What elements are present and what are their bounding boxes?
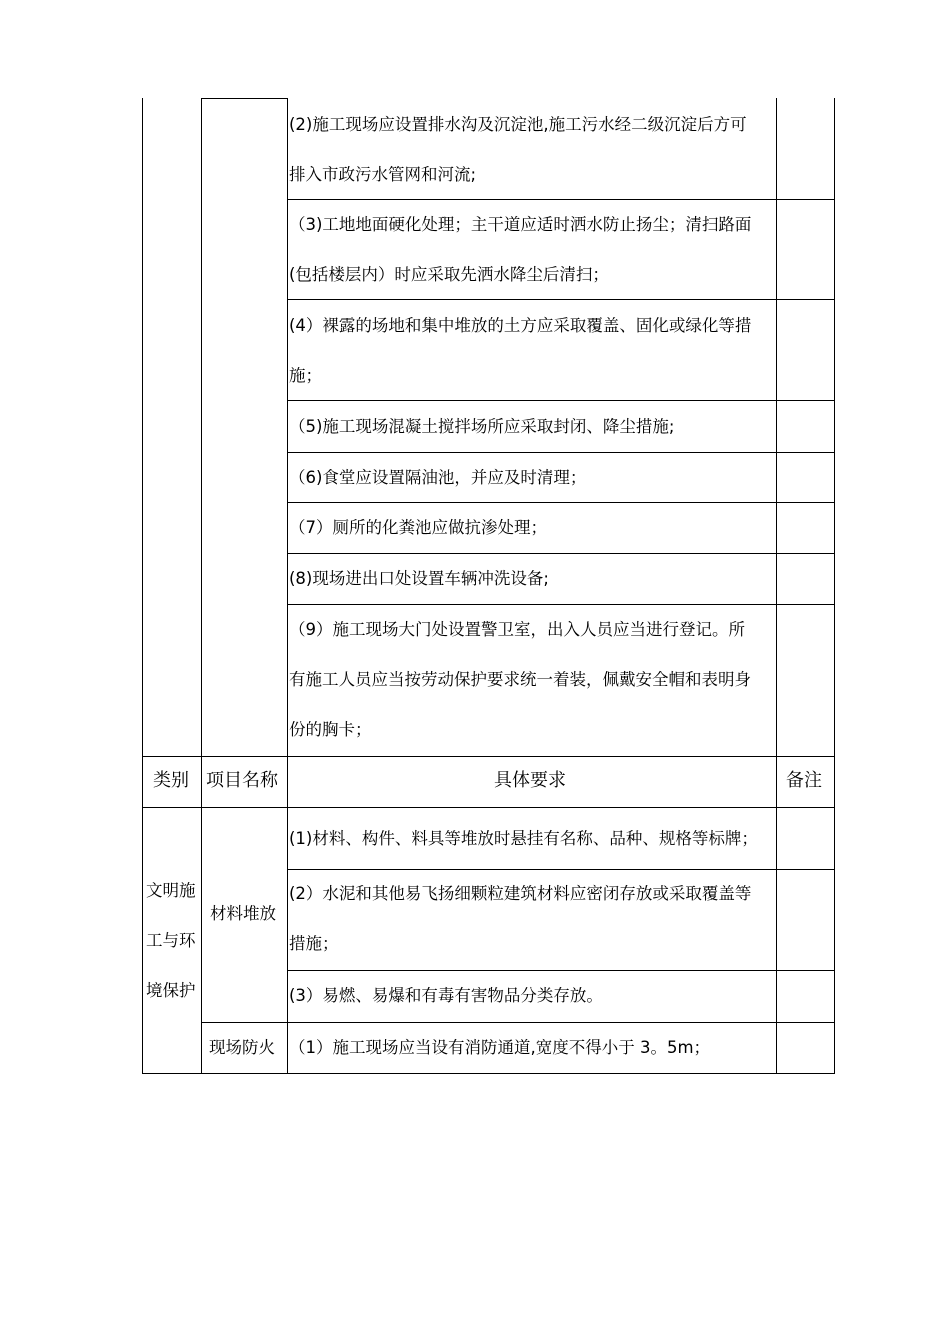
- category-line-1: 文明施: [146, 881, 196, 900]
- header-category: 类别: [153, 770, 189, 791]
- table-col-divider-3: [776, 98, 777, 1074]
- header-bottom-border: [142, 807, 835, 808]
- material-requirement-2-line-2: 措施；: [289, 934, 339, 953]
- requirement-3-line-2: (包括楼层内）时应采取先洒水降尘后清扫；: [289, 265, 609, 284]
- requirement-8: (8)现场进出口处设置车辆冲洗设备;: [289, 569, 549, 588]
- requirement-3-line-1: （3)工地地面硬化处理；主干道应适时洒水防止扬尘；清扫路面: [289, 215, 752, 234]
- row-divider: [287, 970, 835, 971]
- requirement-6: （6)食堂应设置隔油池，并应及时清理；: [289, 468, 587, 487]
- item-name-material-storage: 材料堆放: [210, 904, 276, 923]
- requirement-5: （5)施工现场混凝土搅拌场所应采取封闭、降尘措施;: [289, 417, 675, 436]
- requirement-2-line-2: 排入市政污水管网和河流;: [289, 165, 477, 184]
- requirement-2-line-1: (2)施工现场应设置排水沟及沉淀池,施工污水经二级沉淀后方可: [289, 115, 747, 134]
- row-divider: [287, 299, 835, 300]
- table-border-left-bottom: [142, 756, 143, 1074]
- material-requirement-2-line-1: (2）水泥和其他易飞扬细颗粒建筑材料应密闭存放或采取覆盖等: [289, 884, 752, 903]
- requirement-4-line-2: 施；: [289, 366, 322, 385]
- row-divider: [287, 199, 835, 200]
- row-divider: [201, 1022, 835, 1023]
- header-item-name: 项目名称: [206, 770, 278, 791]
- row-divider: [287, 553, 835, 554]
- requirement-9-line-3: 份的胸卡；: [289, 720, 372, 739]
- category-line-2: 工与环: [146, 931, 196, 950]
- fire-requirement-1: （1）施工现场应当设有消防通道,宽度不得小于 3。5m；: [289, 1038, 711, 1057]
- item-name-site-fire-prevention: 现场防火: [209, 1038, 275, 1057]
- table-col-divider-2: [287, 98, 288, 1074]
- requirement-7: （7）厕所的化粪池应做抗渗处理；: [289, 518, 547, 537]
- header-requirements: 具体要求: [494, 770, 566, 791]
- table-bottom-border: [142, 1073, 835, 1074]
- row-divider: [287, 452, 835, 453]
- header-top-border: [142, 756, 835, 757]
- table-border-left-top: [142, 98, 143, 756]
- row-divider: [287, 502, 835, 503]
- material-requirement-3: (3）易燃、易爆和有毒有害物品分类存放。: [289, 986, 603, 1005]
- row-divider: [287, 400, 835, 401]
- table-border-right: [834, 98, 835, 1074]
- row-divider: [287, 869, 835, 870]
- header-remarks: 备注: [786, 770, 822, 791]
- requirement-9-line-2: 有施工人员应当按劳动保护要求统一着装，佩戴安全帽和表明身: [289, 670, 751, 689]
- category-line-3: 境保护: [146, 981, 196, 1000]
- requirement-4-line-1: (4）裸露的场地和集中堆放的土方应采取覆盖、固化或绿化等措: [289, 316, 752, 335]
- requirement-9-line-1: （9）施工现场大门处设置警卫室，出入人员应当进行登记。所: [289, 620, 745, 639]
- material-requirement-1: (1)材料、构件、料具等堆放时悬挂有名称、品种、规格等标牌；: [289, 829, 758, 848]
- row-divider: [287, 604, 835, 605]
- row-divider: [201, 98, 287, 99]
- table-col-divider-1: [201, 98, 202, 1074]
